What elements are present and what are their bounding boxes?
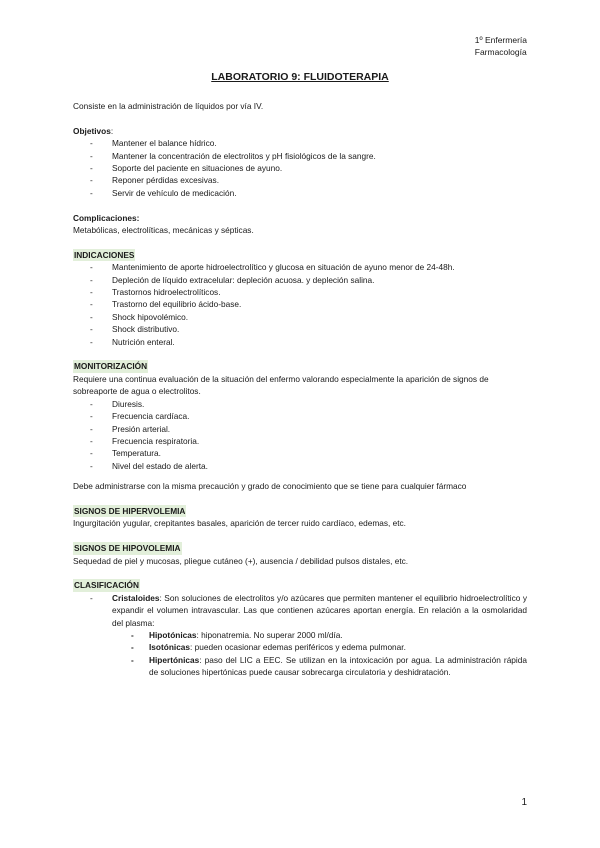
list-item: - Frecuencia respiratoria.	[90, 435, 527, 447]
complicaciones-text: Metabólicas, electrolíticas, mecánicas y sépticas.	[73, 225, 254, 236]
cristaloides-label: Cristaloides	[112, 592, 160, 603]
header-course: 1º Enfermería	[474, 35, 527, 45]
sub-item-hipotonicas	[129, 629, 527, 641]
objetivos-list	[73, 137, 527, 199]
list-item: - Nutrición enteral.	[90, 336, 527, 348]
list-item: - Servir de vehículo de medicación.	[90, 187, 527, 199]
monitorizacion-text: Requiere una continua evaluación de la situación del enfermo valorando especialmente la aparición de signos de sobreaporte de agua o electrolitos.	[73, 373, 489, 397]
hipervolemia-text: Ingurgitación yugular, crepitantes basales, aparición de tercer ruido cardíaco, edemas, etc.	[73, 518, 406, 529]
intro-paragraph: Consiste en la administración de líquidos por vía IV.	[73, 101, 264, 111]
list-item: - Depleción de líquido extracelular: depleción acuosa. y depleción salina.	[90, 274, 527, 286]
hipertonicas-text: : paso del LIC a EEC. Se utilizan en la intoxicación por agua. La administración rápida de soluciones hipertónicas puede causar sobrecarga circulatoria y deshidratación.	[149, 654, 527, 678]
list-item: - Mantenimiento de aporte hidroelectrolítico y glucosa en situación de ayuno menor de 24-48h.	[90, 261, 527, 273]
list-item: - Diuresis.	[90, 398, 527, 410]
indicaciones-list	[73, 261, 527, 348]
list-item: - Mantener el balance hídrico.	[90, 137, 527, 149]
monitorizacion-note: Debe administrarse con la misma precaución y grado de conocimiento que se tiene para cualquier fármaco	[73, 481, 467, 492]
list-item: - Frecuencia cardíaca.	[90, 410, 527, 422]
hipervolemia-heading: SIGNOS DE HIPERVOLEMIA	[74, 505, 186, 516]
sub-item-hipertonicas	[129, 654, 527, 679]
isotonicas-text: : pueden ocasionar edemas periféricos y edema pulmonar.	[190, 642, 406, 653]
objetivos-heading: Objetivos	[73, 125, 111, 136]
complicaciones-heading: Complicaciones:	[73, 212, 140, 223]
isotonicas-label: Isotónicas	[149, 642, 191, 653]
header-subject: Farmacología	[474, 46, 527, 57]
page-title: LABORATORIO 9: FLUIDOTERAPIA	[211, 71, 389, 83]
hipertonicas-label: Hipertónicas	[149, 654, 200, 665]
document-body	[73, 100, 527, 679]
osmolaridad-sublist	[112, 629, 527, 679]
list-item: - Trastorno del equilibrio ácido-base.	[90, 298, 527, 310]
sub-item-isotonicas	[129, 641, 527, 653]
monitorizacion-list	[73, 398, 527, 472]
objetivos-heading-line	[73, 125, 527, 137]
indicaciones-heading: INDICACIONES	[74, 249, 135, 260]
monitorizacion-heading: MONITORIZACIÓN	[74, 361, 148, 372]
clasificacion-heading: CLASIFICACIÓN	[74, 580, 139, 591]
hipotonicas-label: Hipotónicas	[149, 629, 197, 640]
list-item: - Trastornos hidroelectrolíticos.	[90, 286, 527, 298]
hipotonicas-text: : hiponatremia. No superar 2000 ml/día.	[196, 629, 343, 640]
page-number: 1	[521, 797, 527, 808]
hipovolemia-text: Sequedad de piel y mucosas, pliegue cutáneo (+), ausencia / debilidad pulsos distales, etc.	[73, 555, 409, 566]
list-item: - Presión arterial.	[90, 423, 527, 435]
list-item: - Reponer pérdidas excesivas.	[90, 174, 527, 186]
list-item: - Temperatura.	[90, 447, 527, 459]
page-header	[475, 35, 527, 58]
hipovolemia-heading: SIGNOS DE HIPOVOLEMIA	[74, 543, 181, 554]
list-item: - Shock hipovolémico.	[90, 311, 527, 323]
cristaloides-text: : Son soluciones de electrolitos y/o azúcares que permiten mantener el equilibrio hidroelectrolítico y expandir el volumen intravascular. Las que contienen azúcares aportan energía. En relación a la osmolaridad del plasma:	[112, 592, 527, 628]
objetivos-colon: :	[110, 125, 114, 136]
list-item: - Shock distributivo.	[90, 323, 527, 335]
list-item: - Soporte del paciente en situaciones de ayuno.	[90, 162, 527, 174]
list-item: - Mantener la concentración de electrolitos y pH fisiológicos de la sangre.	[90, 150, 527, 162]
list-item: - Nivel del estado de alerta.	[90, 460, 527, 472]
list-item-cristaloides	[90, 592, 527, 679]
clasificacion-list	[73, 592, 527, 679]
